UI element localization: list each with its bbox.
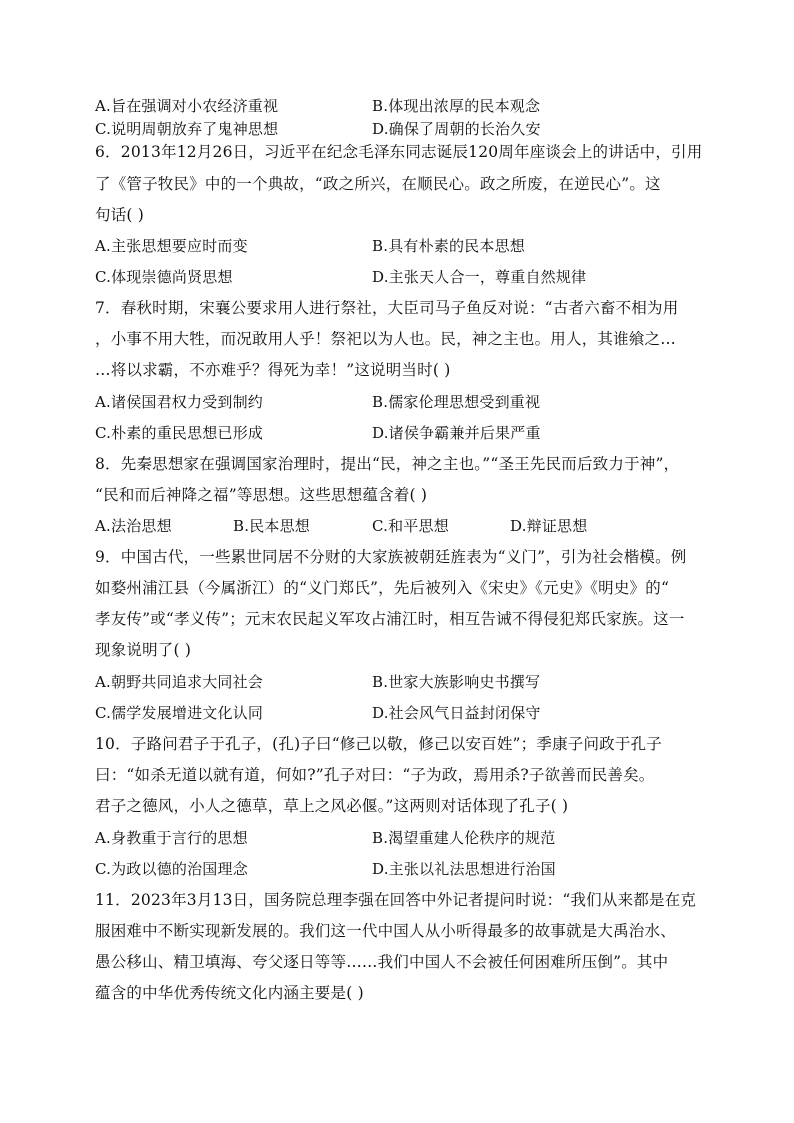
q10-option-a[interactable]: A.身教重于言行的思想 — [95, 829, 248, 847]
q8-option-d[interactable]: D.辩证思想 — [510, 517, 588, 535]
q8-stem-line-1: 8．先秦思想家在强调国家治理时，提出“民，神之主也。”“圣王先民而后致力于神”， — [95, 455, 680, 473]
q9-option-c[interactable]: C.儒学发展增进文化认同 — [95, 704, 264, 722]
q10-option-d[interactable]: D.主张以礼法思想进行治国 — [372, 860, 556, 878]
prev-option-d[interactable]: D.确保了周朝的长治久安 — [372, 120, 541, 138]
q7-option-d[interactable]: D.诸侯争霸兼并后果严重 — [372, 424, 541, 442]
q11-stem-line-1: 11．2023年3月13日，国务院总理李强在回答中外记者提问时说：“我们从来都是在克 — [95, 891, 697, 909]
q9-stem-line-2: 如婺州浦江县（今属浙江）的“义门郑氏”，先后被列入《宋史》《元史》《明史》的“ — [95, 579, 670, 597]
q9-option-b[interactable]: B.世家大族影响史书撰写 — [372, 673, 541, 691]
q6-stem-line-1: 6．2013年12月26日，习近平在纪念毛泽东同志诞辰120周年座谈会上的讲话中，引用 — [95, 143, 703, 161]
q7-stem-line-3: …将以求霸，不亦难乎？得死为幸！”这说明当时( ) — [95, 361, 451, 379]
q9-option-d[interactable]: D.社会风气日益封闭保守 — [372, 704, 541, 722]
q7-option-a[interactable]: A.诸侯国君权力受到制约 — [95, 393, 264, 411]
q10-stem-line-2: 曰：“如杀无道以就有道，何如?”孔子对曰：“子为政，焉用杀?子欲善而民善矣。 — [95, 766, 655, 784]
q10-option-b[interactable]: B.渴望重建人伦秩序的规范 — [372, 829, 556, 847]
q6-stem-line-3: 句话( ) — [95, 206, 145, 224]
q8-option-b[interactable]: B.民本思想 — [233, 517, 310, 535]
q11-stem-line-4: 蕴含的中华优秀传统文化内涵主要是( ) — [95, 984, 364, 1002]
q6-option-a[interactable]: A.主张思想要应时而变 — [95, 237, 248, 255]
q8-option-a[interactable]: A.法治思想 — [95, 517, 172, 535]
q10-option-c[interactable]: C.为政以德的治国理念 — [95, 860, 248, 878]
q10-stem-line-3: 君子之德风，小人之德草，草上之风必偃。”这两则对话体现了孔子( ) — [95, 797, 569, 815]
q6-option-d[interactable]: D.主张天人合一，尊重自然规律 — [372, 268, 587, 286]
q9-stem-line-4: 现象说明了( ) — [95, 641, 192, 659]
q6-stem-line-2: 了《管子牧民》中的一个典故，“政之所兴，在顺民心。政之所废，在逆民心”。这 — [95, 175, 661, 193]
q11-stem-line-3: 愚公移山、精卫填海、夸父逐日等等……我们中国人不会被任何困难所压倒”。其中 — [95, 953, 669, 971]
q7-option-c[interactable]: C.朴素的重民思想已形成 — [95, 424, 264, 442]
q9-stem-line-1: 9．中国古代，一些累世同居不分财的大家族被朝廷旌表为“义门”，引为社会楷模。例 — [95, 548, 687, 566]
q6-option-c[interactable]: C.体现崇德尚贤思想 — [95, 268, 233, 286]
prev-option-b[interactable]: B.体现出浓厚的民本观念 — [372, 97, 541, 115]
q7-stem-line-1: 7．春秋时期，宋襄公要求用人进行祭社，大臣司马子鱼反对说：“古者六畜不相为用 — [95, 299, 679, 317]
q11-stem-line-2: 服困难中不断实现新发展的。我们这一代中国人从小听得最多的故事就是大禹治水、 — [95, 922, 676, 940]
q7-option-b[interactable]: B.儒家伦理思想受到重视 — [372, 393, 541, 411]
q9-option-a[interactable]: A.朝野共同追求大同社会 — [95, 673, 264, 691]
q8-option-c[interactable]: C.和平思想 — [372, 517, 449, 535]
prev-option-a[interactable]: A.旨在强调对小农经济重视 — [95, 97, 279, 115]
q9-stem-line-3: 孝友传”或“孝义传”；元末农民起义军攻占浦江时，相互告诫不得侵犯郑氏家族。这一 — [95, 610, 685, 628]
q6-option-b[interactable]: B.具有朴素的民本思想 — [372, 237, 525, 255]
q7-stem-line-2: ，小事不用大牲，而况敢用人乎！祭祀以为人也。民，神之主也。用人，其谁飨之… — [95, 330, 676, 348]
q10-stem-line-1: 10．子路问君子于孔子，(孔)子曰“修己以敬，修己以安百姓”；季康子问政于孔子 — [95, 735, 662, 753]
q8-stem-line-2: “民和而后神降之福”等思想。这些思想蕴含着( ) — [95, 486, 428, 504]
prev-option-c[interactable]: C.说明周朝放弃了鬼神思想 — [95, 120, 279, 138]
